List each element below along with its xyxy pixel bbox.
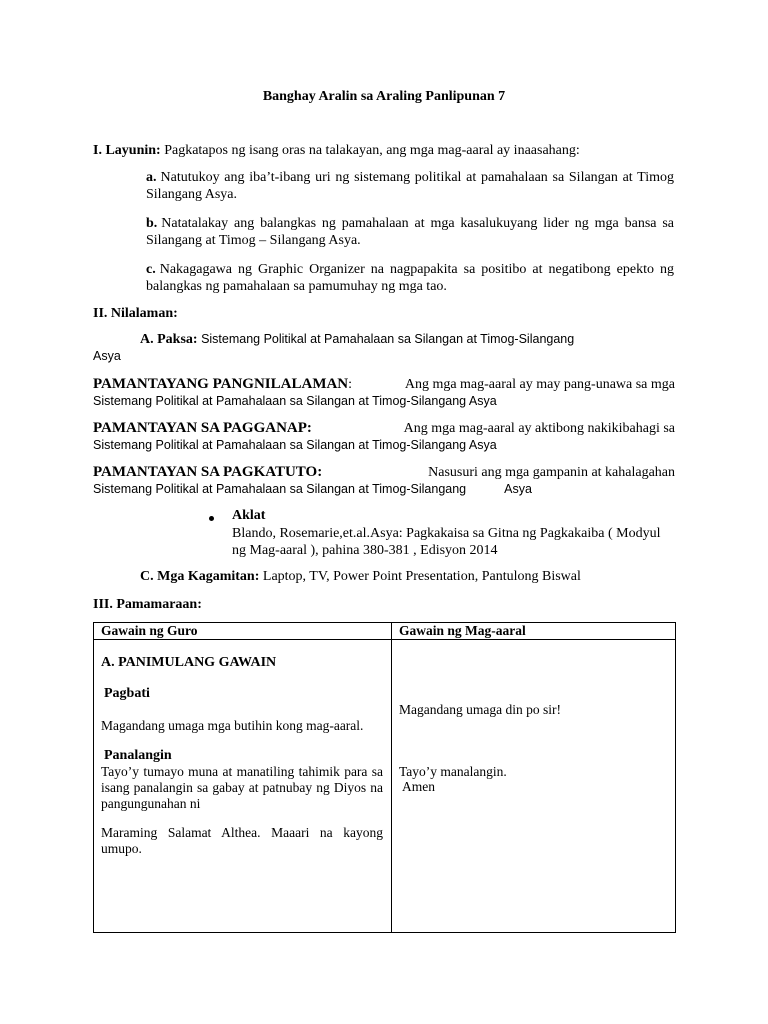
item-text: Natatalakay ang balangkas ng pamahalaan at mga kasalukuyang lider ng mga bansa sa Silangang at Timog – Silangang Asya.	[146, 216, 674, 248]
standard-heading: PAMANTAYANG PANGNILALAMAN	[93, 376, 349, 392]
standard-heading: PAMANTAYAN SA PAGGANAP:	[93, 420, 312, 436]
pamantayan-sa-pagkatuto	[93, 464, 675, 498]
guro-cell	[94, 640, 392, 933]
pamamaraan-label: III. Pamamaraan:	[93, 597, 202, 612]
student-prayer-reply: Tayo’y manalangin.	[399, 764, 507, 779]
pagbati-text: Magandang umaga mga butihin kong mag-aaral.	[101, 718, 364, 733]
standard-heading: PAMANTAYAN SA PAGKATUTO:	[93, 464, 323, 480]
standard-text-line2: Sistemang Politikal at Pamahalaan sa Silangan at Timog-Silangang Asya	[93, 482, 532, 496]
pamantayan-sa-pagganap	[93, 420, 675, 454]
kagamitan-text: Laptop, TV, Power Point Presentation, Pantulong Biswal	[262, 569, 581, 584]
layunin-line	[93, 143, 693, 159]
layunin-item-a	[146, 169, 674, 203]
paksa-text: Sistemang Politikal at Pamahalaan sa Silangan at Timog-Silangang	[201, 332, 575, 346]
item-letter: c.	[146, 262, 156, 277]
item-letter: b.	[146, 216, 158, 231]
panalangin-label: Panalangin	[104, 748, 172, 763]
item-text: Nakagagawa ng Graphic Organizer na nagpapakita sa positibo at negatibong epekto ng balangkas ng pamahalaan sa pamumuhay ng mga tao.	[146, 262, 674, 294]
page-title: Banghay Aralin sa Araling Panlipunan 7	[262, 89, 506, 104]
paksa-line	[140, 332, 574, 348]
standard-text: Ang mga mag-aaral ay aktibong nakikibahagi sa	[403, 421, 675, 436]
bullet-dot	[209, 516, 214, 521]
student-greeting-reply: Magandang umaga din po sir!	[399, 702, 561, 717]
panalangin-text: Tayo’y tumayo muna at manatiling tahimik para sa isang panalangin sa gabay at patnubay ng Diyos na pangungunahan ni	[101, 764, 383, 811]
column-header-guro: Gawain ng Guro	[94, 623, 392, 640]
kagamitan-label: C. Mga Kagamitan:	[140, 569, 260, 584]
item-text: Natutukoy ang iba’t-ibang uri ng sistemang politikal at pamahalaan sa Silangan at Timog Silangang Asya.	[146, 170, 674, 202]
column-header-mag-aaral: Gawain ng Mag-aaral	[392, 623, 676, 640]
layunin-item-c	[146, 261, 674, 295]
standard-text: Ang mga mag-aaral ay may pang-unawa sa mga	[404, 377, 675, 392]
kagamitan-line	[140, 569, 581, 585]
pagbati-label: Pagbati	[104, 686, 150, 701]
mag-aaral-cell	[392, 640, 676, 933]
layunin-item-b	[146, 215, 674, 249]
paksa-label: A. Paksa:	[140, 332, 198, 347]
layunin-label: I. Layunin:	[93, 143, 161, 158]
aklat-citation: Blando, Rosemarie,et.al.Asya: Pagkakaisa sa Gitna ng Pagkakaiba ( Modyul ng Mag-aaral ), pahina 380-381 , Edisyon 2014	[232, 526, 661, 558]
layunin-intro: Pagkatapos ng isang oras na talakayan, ang mga mag-aaral ay inaasahang:	[164, 143, 580, 158]
paksa-continuation: Asya	[93, 349, 121, 363]
item-letter: a.	[146, 170, 157, 185]
table-row	[94, 640, 676, 933]
aklat-label: Aklat	[232, 508, 266, 523]
student-amen: Amen	[402, 779, 435, 794]
section-heading: A. PANIMULANG GAWAIN	[101, 655, 277, 670]
procedure-table	[93, 622, 676, 933]
pamantayan-pangnilalaman: PAMANTAYANG PANGNILALAMAN: Ang mga mag-aaral ay may pang-unawa sa mga Sistemang Politikal at Pamahalaan sa Silangan at Timog-Silangang Asya	[93, 376, 675, 408]
standard-text-line2: Sistemang Politikal at Pamahalaan sa Silangan at Timog-Silangang Asya	[93, 438, 497, 452]
table-header-row	[94, 623, 676, 640]
nilalaman-label: II. Nilalaman:	[93, 306, 178, 321]
standard-text: Nasusuri ang mga gampanin at kahalagahan	[428, 465, 675, 480]
salamat-text: Maraming Salamat Althea. Maaari na kayong umupo.	[101, 825, 383, 856]
standard-text-line2: Sistemang Politikal at Pamahalaan sa Silangan at Timog-Silangang Asya	[93, 394, 497, 408]
